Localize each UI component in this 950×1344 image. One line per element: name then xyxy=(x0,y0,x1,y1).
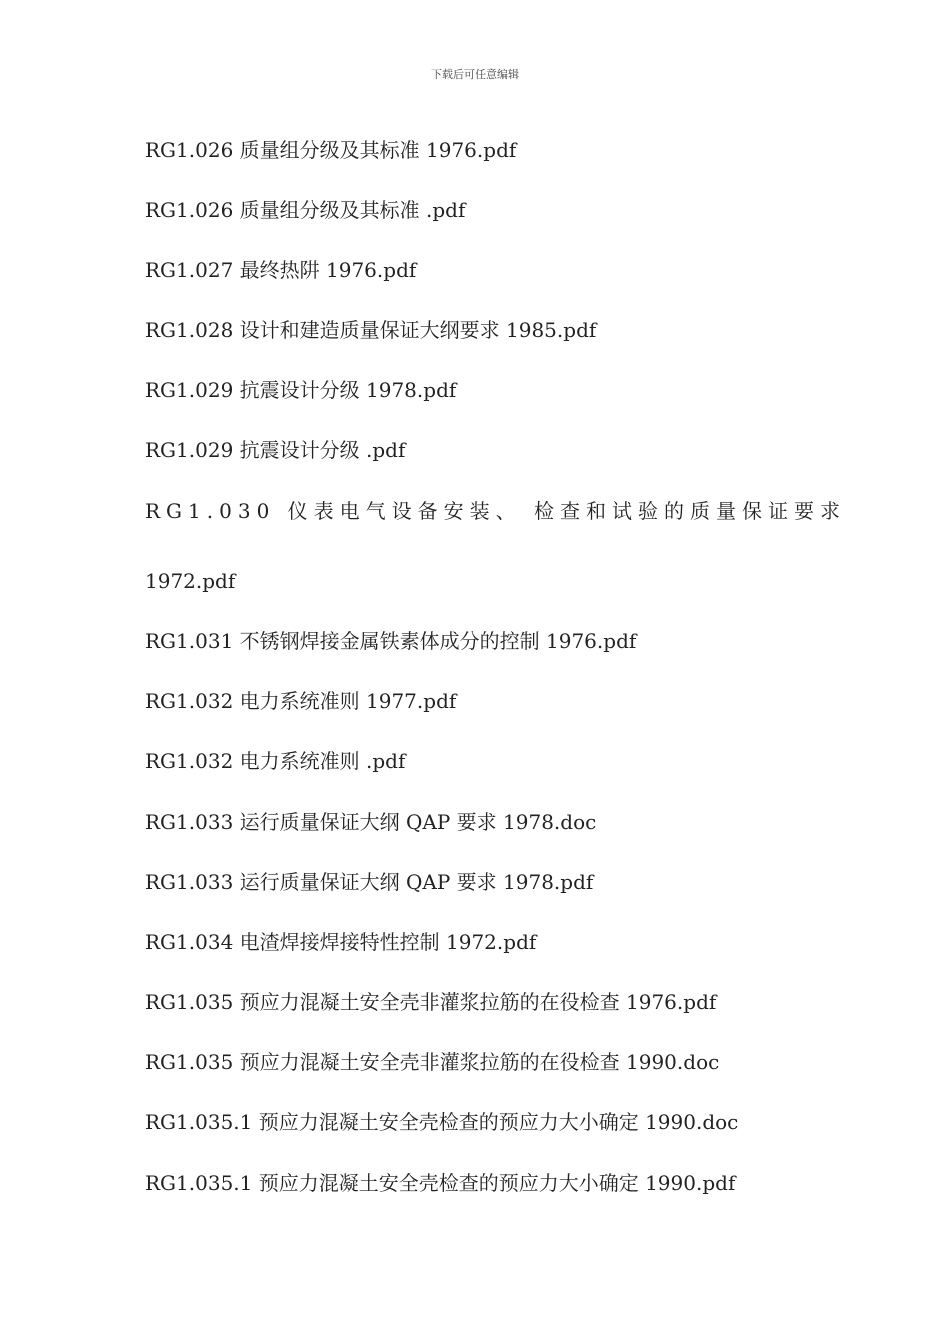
file-entry: RG1.032 电力系统准则 1977.pdf xyxy=(145,689,457,713)
file-entry: RG1.028 设计和建造质量保证大纲要求 1985.pdf xyxy=(145,318,597,342)
file-entry: RG1.031 不锈钢焊接金属铁素体成分的控制 1976.pdf xyxy=(145,629,637,653)
file-entry: RG1.035 预应力混凝土安全壳非灌浆拉筋的在役检查 1976.pdf xyxy=(145,990,717,1014)
page-header: 下载后可任意编辑 xyxy=(431,68,519,81)
file-entry: RG1.027 最终热阱 1976.pdf xyxy=(145,258,417,282)
file-entry: RG1.029 抗震设计分级 1978.pdf xyxy=(145,378,457,402)
file-entry: RG1.030 仪表电气设备安装、 检查和试验的质量保证要求 xyxy=(145,499,847,523)
file-entry: RG1.026 质量组分级及其标准 1976.pdf xyxy=(145,138,517,162)
file-entry: RG1.026 质量组分级及其标准 .pdf xyxy=(145,198,466,222)
file-entry: RG1.033 运行质量保证大纲 QAP 要求 1978.pdf xyxy=(145,870,594,894)
file-entry: RG1.035 预应力混凝土安全壳非灌浆拉筋的在役检查 1990.doc xyxy=(145,1050,720,1074)
file-entry: RG1.034 电渣焊接焊接特性控制 1972.pdf xyxy=(145,930,537,954)
file-entry: RG1.032 电力系统准则 .pdf xyxy=(145,749,406,773)
file-entry: RG1.033 运行质量保证大纲 QAP 要求 1978.doc xyxy=(145,810,597,834)
file-entry-continuation: 1972.pdf xyxy=(145,569,236,593)
file-entry: RG1.035.1 预应力混凝土安全壳检查的预应力大小确定 1990.pdf xyxy=(145,1171,736,1195)
file-entry: RG1.029 抗震设计分级 .pdf xyxy=(145,438,406,462)
file-entry: RG1.035.1 预应力混凝土安全壳检查的预应力大小确定 1990.doc xyxy=(145,1110,739,1134)
